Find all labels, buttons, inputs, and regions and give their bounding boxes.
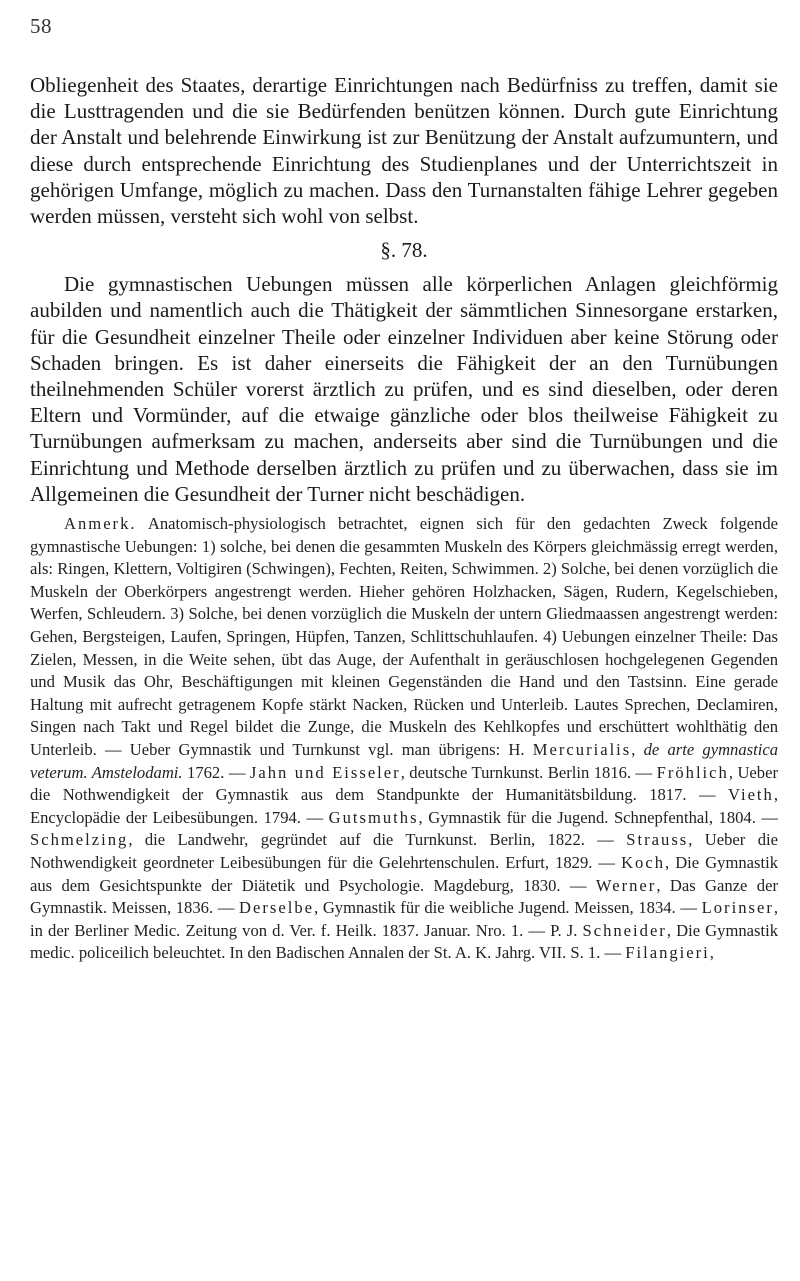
- note-text: , Gymnastik für die Jugend. Schnepfenthal, 1804. —: [418, 807, 779, 827]
- note-text: , Die Gymnastik aus dem Gesichtspunkte der Diätetik und Psychologie. Magdeburg, 1830. —: [30, 852, 779, 895]
- page-number: 58: [30, 14, 52, 38]
- author-name: Schmelzing: [30, 830, 129, 850]
- note-text: , deutsche Turnkunst. Berlin 1816. —: [400, 762, 657, 782]
- note-text: , in der Berliner Medic. Zeitung von d. Ver. f. Heilk. 1837. Januar. Nro. 1. — P. J.: [30, 898, 778, 940]
- book-title: de arte gymnastica veterum. Amstelodami.: [30, 739, 778, 782]
- paragraph-2: Die gymnastischen Uebungen müssen alle körperlichen Anlagen gleichförmig aubilden und namentlich auch die Thätigkeit der sämmtlichen Sinnesorgane erstarken, für die Gesundheit einzelner Theile oder einzelner Individuen aber keine Störung oder Schaden bringen. Es ist daher einerseits die Fähigkeit der an den Turnübungen theilnehmenden Schüler vorerst ärztlich zu prüfen, und es sind dieselben, oder deren Eltern und Vormünder, auf die etwaige gänzliche oder blos theilweise Fähigkeit zu Turnübungen aufmerksam zu machen, anderseits aber sind die Turnübungen und die Einrichtung und Methode derselben ärztlich zu prüfen und zu überwachen, dass sie im Allgemeinen die Gesundheit der Turner nicht beschädigen.: [30, 272, 778, 506]
- note-text: , Ueber die Nothwendigkeit der Gymnastik aus dem Standpunkte der Humanitätsbildung. 1817. —: [30, 762, 778, 805]
- note-text: 1762. —: [182, 762, 250, 782]
- author-name: Filangieri: [625, 943, 710, 963]
- note-text: , die Landwehr, gegründet auf die Turnkunst. Berlin, 1822. —: [128, 830, 627, 850]
- author-name: Fröhlich: [656, 762, 729, 782]
- footnote-annotation: [30, 513, 778, 965]
- note-text: , Gymnastik für die weibliche Jugend. Meissen, 1834. —: [314, 898, 702, 918]
- author-name: Schneider: [582, 920, 667, 940]
- author-name: Derselbe: [239, 898, 314, 918]
- note-label: Anmerk.: [64, 514, 137, 534]
- author-name: Strauss: [626, 830, 689, 850]
- author-name: Werner: [595, 875, 657, 895]
- author-name: Koch: [621, 852, 666, 872]
- author-name: Vieth: [727, 785, 774, 805]
- paragraph-1: Obliegenheit des Staates, derartige Einrichtungen nach Bedürfniss zu treffen, damit sie die Lusttragenden und die sie Bedürfenden benützen können. Durch gute Einrichtung der Anstalt und belehrende Einwirkung ist zur Benützung der Anstalt aufzumuntern, und diese durch entsprechende Einrichtung des Studienplanes und der Unterrichtszeit in gehörigen Umfange, möglich zu machen. Dass den Turnanstalten fähige Lehrer gegeben werden müssen, versteht sich wohl von selbst.: [30, 73, 778, 229]
- author-name: Mercurialis: [532, 739, 632, 759]
- note-text: ,: [709, 943, 714, 963]
- note-text: Anatomisch-physiologisch betrachtet, eignen sich für den gedachten Zweck folgende gymnastische Uebungen: 1) solche, bei denen die gesammten Muskeln des Körpers gleichmässig erregt werden, als: Ringen, Klettern, Voltigiren (Schwingen), Fechten, Reiten, Schwimmen. 2) Solche, bei denen vorzüglich die Muskeln der Oberkörpers angestrengt werden. Hieher gehören Holzhacken, Sägen, Rudern, Kegelschieben, Werfen, Schleudern. 3) Solche, bei denen vorzüglich die Muskeln der untern Gliedmaassen angestrengt werden: Gehen, Bergsteigen, Laufen, Springen, Hüpfen, Tanzen, Schlittschuhlaufen. 4) Uebungen einzelner Theile: Das Zielen, Messen, in die Weite sehen, übt das Auge, der Aufenthalt in geräuschlosen hochgelegenen Gegenden und Musik das Ohr, Beschäftigungen mit kleinen Gegenständen die Hand und den Tastsinn. Eine gerade Haltung mit aufrecht getragenem Kopfe stärkt Nacken, Rücken und Unterleib. Lautes Sprechen, Declamiren, Singen nach Takt und Regel bildet die Zunge, die Muskeln des Kehlkopfes und erschüttert wohlthätig den Unterleib. — Ueber Gymnastik und Turnkunst vgl. man übrigens: H.: [30, 514, 778, 759]
- body-text: [30, 72, 778, 982]
- section-heading: §. 78.: [380, 238, 428, 263]
- author-name: Gutsmuths: [328, 807, 419, 827]
- note-text: ,: [631, 739, 644, 759]
- note-text: , Die Gymnastik medic. policeilich beleuchtet. In den Badischen Annalen der St. A. K. Jahrg. VII. S. 1. —: [30, 920, 778, 963]
- note-text: , Das Ganze der Gymnastik. Meissen, 1836. —: [30, 875, 778, 918]
- author-name: Jahn und Eisseler: [249, 762, 401, 782]
- note-text: , Encyclopädie der Leibesübungen. 1794. —: [30, 785, 778, 827]
- note-text: , Ueber die Nothwendigkeit geordneter Leibesübungen für die Gelehrtenschulen. Erfurt, 1829. —: [30, 830, 778, 872]
- author-name: Lorinser: [701, 898, 774, 918]
